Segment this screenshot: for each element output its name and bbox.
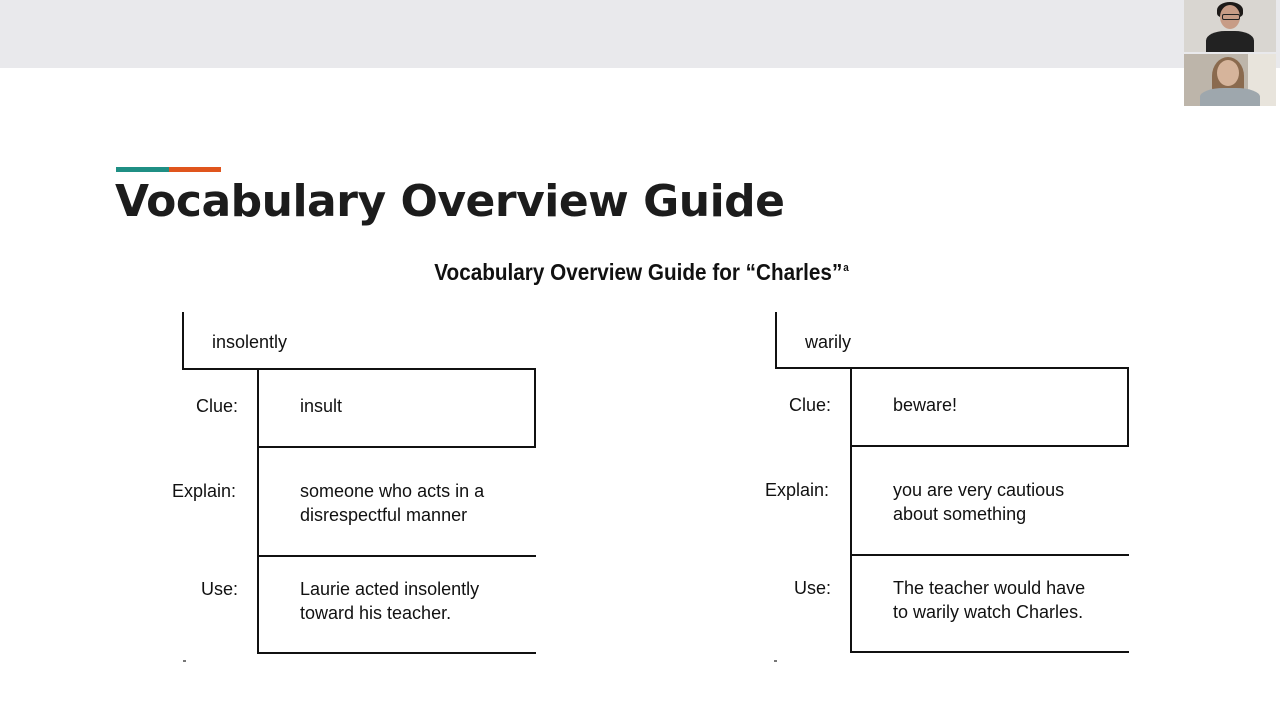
vocab-panel-insolently: [160, 310, 540, 666]
guide-title: [66, 259, 1218, 286]
use-label: Use:: [200, 579, 238, 599]
label-divider: [850, 367, 852, 653]
clue-box-right-border: [534, 368, 536, 448]
explain-label: Explain:: [171, 481, 236, 501]
clue-box-right-border: [1127, 367, 1129, 447]
use-label: Use:: [793, 578, 831, 598]
explain-line-2: disrespectful manner: [300, 505, 468, 525]
slide-title: Vocabulary Overview Guide: [115, 176, 785, 227]
clue-label: Clue:: [195, 396, 238, 416]
word-box-bottom-border: [775, 367, 1129, 369]
guide-title-superscript: a: [843, 262, 849, 274]
explain-bottom-border: [257, 555, 536, 557]
word-box-left-border: [775, 312, 777, 369]
explain-line-1: someone who acts in a: [300, 481, 485, 501]
label-divider: [257, 368, 259, 654]
vocab-word: insolently: [212, 332, 288, 352]
use-line-2: toward his teacher.: [300, 603, 452, 623]
use-line-1: Laurie acted insolently: [300, 579, 480, 599]
use-bottom-border: [257, 652, 536, 654]
clue-text: insult: [300, 396, 343, 416]
participant-video-1[interactable]: [1184, 0, 1276, 52]
title-accent-orange: [169, 167, 221, 172]
guide-title-text: Vocabulary Overview Guide for “Charles”: [434, 259, 843, 285]
clue-label: Clue:: [788, 395, 831, 415]
vocab-panel-warily: [753, 310, 1133, 666]
clue-text: beware!: [893, 395, 958, 415]
explain-line-1: you are very cautious: [893, 480, 1065, 500]
participant-face: [1217, 60, 1239, 86]
clue-box-bottom-border: [257, 446, 536, 448]
word-box-bottom-border: [182, 368, 536, 370]
explain-label: Explain:: [764, 480, 829, 500]
vocab-word: warily: [805, 332, 852, 352]
top-bar: [0, 0, 1280, 68]
use-bottom-border: [850, 651, 1129, 653]
participant-video-2[interactable]: [1184, 54, 1276, 106]
explain-line-2: about something: [893, 504, 1027, 524]
word-box-left-border: [182, 312, 184, 370]
use-line-2: to warily watch Charles.: [893, 602, 1084, 622]
explain-bottom-border: [850, 554, 1129, 556]
use-line-1: The teacher would have: [893, 578, 1086, 598]
clue-box-bottom-border: [850, 445, 1129, 447]
title-accent-teal: [116, 167, 169, 172]
